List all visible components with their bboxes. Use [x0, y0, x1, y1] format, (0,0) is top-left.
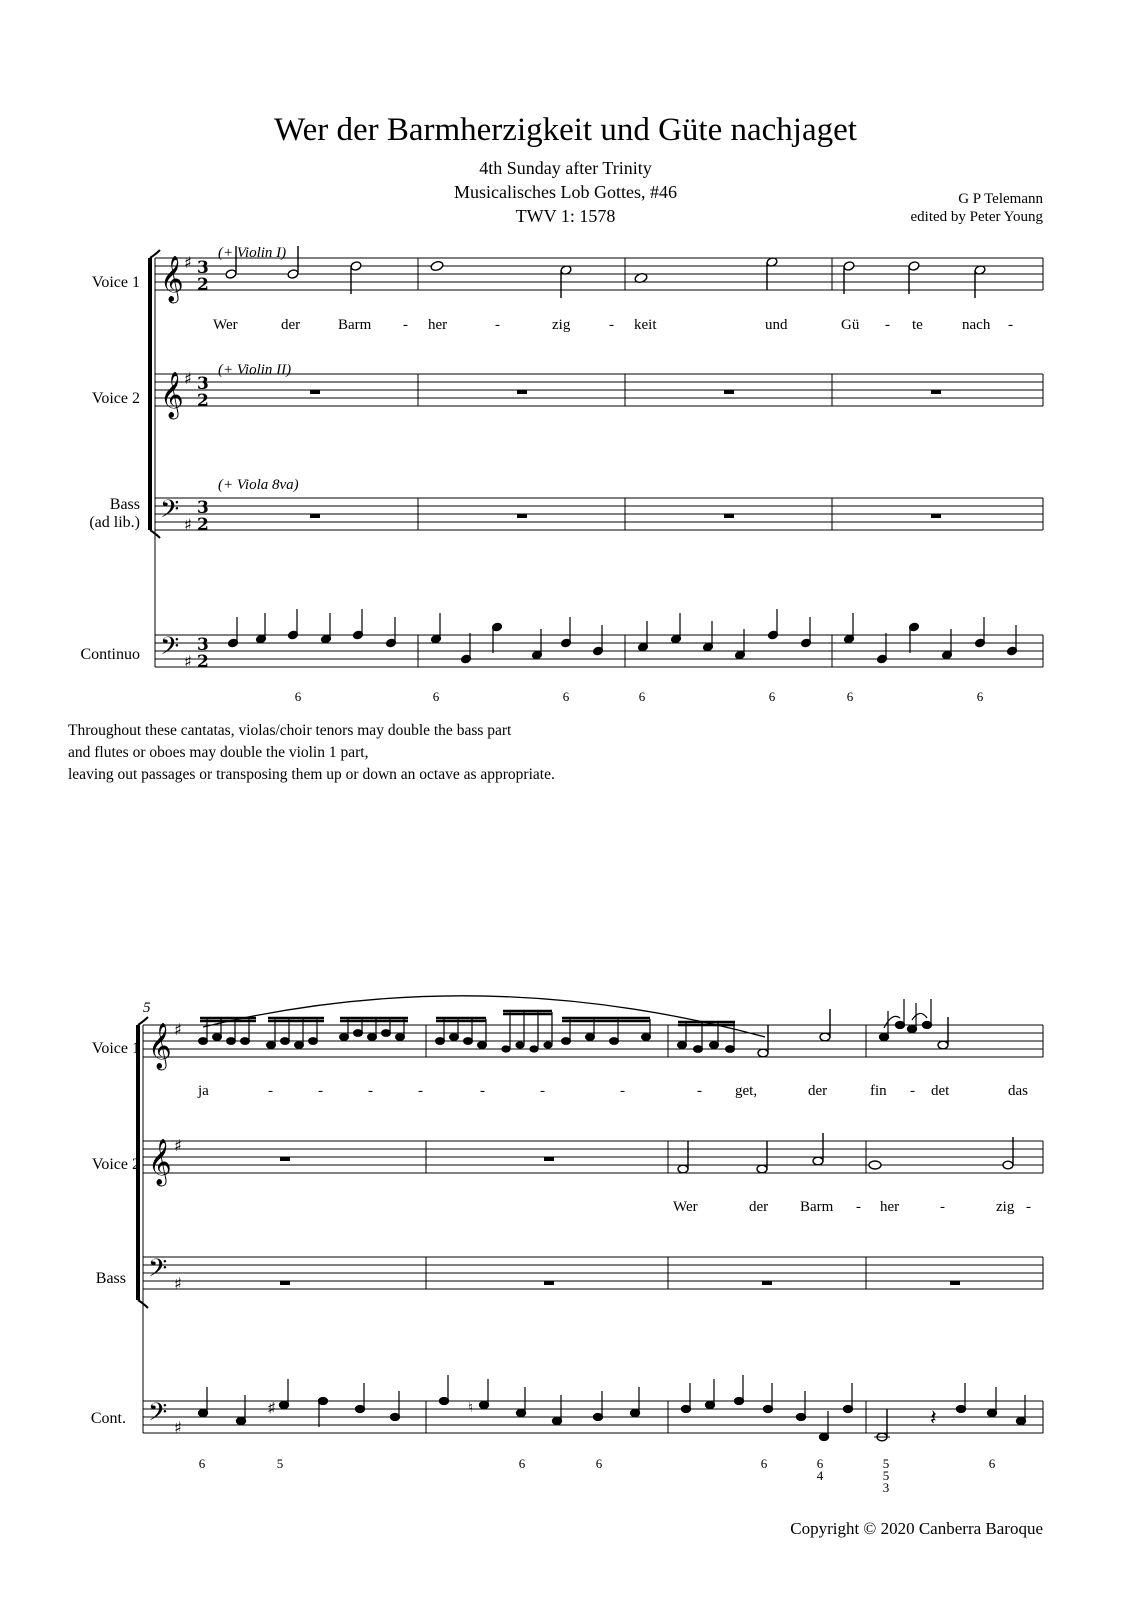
- svg-text:2: 2: [197, 515, 209, 535]
- lyric-s1: der: [281, 317, 301, 333]
- part-name-voice2: Voice 2: [91, 390, 140, 407]
- treble-clef-icon: 𝄞: [160, 372, 184, 418]
- svg-text:2: 2: [197, 275, 209, 295]
- sharp-icon: ♯: [184, 369, 192, 388]
- editor: edited by Peter Young: [910, 209, 1043, 225]
- lyric-s1: zig: [552, 317, 571, 333]
- lyric-s2-v2: -: [940, 1199, 945, 1215]
- quarter-rest-icon: 𝄽: [930, 1405, 937, 1430]
- svg-text:2: 2: [197, 652, 209, 672]
- lyric-s2-v1: -: [318, 1083, 323, 1099]
- instrument-note-viola: (+ Viola 8va): [218, 477, 299, 493]
- lyric-s2-v1: det: [931, 1083, 950, 1099]
- voice2-s2-halves: [678, 1133, 1013, 1173]
- bass-clef-icon: 𝄢: [160, 632, 180, 667]
- lyric-s2-v2: Barm: [800, 1199, 834, 1215]
- lyric-s2-v2: -: [856, 1199, 861, 1215]
- part-name-bass: Bass: [109, 496, 140, 513]
- part-name-bass: Bass: [95, 1270, 126, 1287]
- system2-staff-lines: [143, 1025, 1043, 1433]
- performance-note-line: Throughout these cantatas, violas/choir tenors may double the bass part: [68, 722, 512, 739]
- treble-clef-icon: 𝄞: [160, 256, 184, 302]
- sharp-icon: ♯: [174, 1418, 182, 1437]
- lyric-s2-v2: der: [749, 1199, 769, 1215]
- lyric-s1: keit: [634, 317, 657, 333]
- treble-clef-icon: 𝄞: [148, 1023, 172, 1069]
- system1-staff-lines: [155, 258, 1043, 667]
- voice2-s2-notes: [199, 1011, 735, 1052]
- subtitle-catalogue: TWV 1: 1578: [515, 206, 616, 226]
- lyric-s1: nach: [962, 317, 991, 333]
- bass-clef-icon: 𝄢: [148, 1254, 168, 1289]
- part-name-continuo: Continuo: [80, 646, 140, 663]
- lyric-s1: her: [428, 317, 448, 333]
- figured-bass: 6: [816, 1456, 824, 1471]
- cont-s2-notes: [198, 1375, 1025, 1441]
- rest-icon: [280, 1157, 960, 1285]
- lyric-s1: und: [765, 317, 788, 333]
- bass-clef-icon: 𝄢: [148, 1398, 168, 1433]
- copyright: Copyright © 2020 Canberra Baroque: [790, 1519, 1043, 1538]
- figured-bass: 4: [816, 1468, 824, 1483]
- part-name-continuo: Cont.: [90, 1410, 126, 1427]
- lyric-s1: -: [1008, 317, 1013, 333]
- page-title: Wer der Barmherzigkeit und Güte nachjaget: [274, 112, 857, 148]
- measure-number: 5: [143, 1000, 151, 1016]
- lyric-s2-v2: -: [1026, 1199, 1031, 1215]
- lyric-s1: Gü: [841, 317, 860, 333]
- composer: G P Telemann: [958, 191, 1043, 207]
- figured-bass: 6: [595, 1456, 603, 1471]
- sharp-icon: ♯: [184, 652, 192, 671]
- figured-bass: 6: [846, 689, 854, 704]
- lyric-s2-v1: fin: [870, 1083, 887, 1099]
- lyric-s2-v2: zig: [996, 1199, 1015, 1215]
- part-name-voice2: Voice 2: [91, 1156, 140, 1173]
- figured-bass: 5: [882, 1456, 890, 1471]
- figured-bass: 3: [882, 1480, 890, 1495]
- figured-bass: 6: [976, 689, 984, 704]
- part-name-adlib: (ad lib.): [89, 514, 140, 531]
- lyric-s2-v1: -: [540, 1083, 545, 1099]
- lyric-s2-v2: Wer: [673, 1199, 698, 1215]
- part-name-voice1: Voice 1: [91, 274, 140, 291]
- lyric-s1: Wer: [213, 317, 238, 333]
- lyric-s1: -: [403, 317, 408, 333]
- instrument-note-violin2: (+ Violin II): [218, 362, 292, 378]
- lyric-s1: te: [912, 317, 923, 333]
- slur: [203, 996, 765, 1037]
- figured-bass: 6: [988, 1456, 996, 1471]
- lyric-s2-v1: ja: [198, 1083, 209, 1099]
- lyric-s2-v1: -: [418, 1083, 423, 1099]
- figured-bass: 6: [760, 1456, 768, 1471]
- lyric-s2-v1: der: [808, 1083, 828, 1099]
- sharp-icon: ♯: [184, 253, 192, 272]
- sharp-icon: ♯: [174, 1020, 182, 1039]
- sharp-icon: ♯: [174, 1136, 182, 1155]
- svg-text:3: 3: [197, 498, 209, 518]
- lyric-s2-v1: -: [480, 1083, 485, 1099]
- figured-bass: 6: [768, 689, 776, 704]
- lyric-s1: -: [495, 317, 500, 333]
- figured-bass: 5: [882, 1468, 890, 1483]
- svg-text:3: 3: [197, 635, 209, 655]
- lyric-s2-v1: -: [910, 1083, 915, 1099]
- figured-bass: 6: [562, 689, 570, 704]
- lyric-s2-v1: -: [268, 1083, 273, 1099]
- lyric-s1: -: [609, 317, 614, 333]
- lyric-s2-v1: get,: [735, 1083, 758, 1099]
- instrument-note-violin1: (+ Violin I): [218, 245, 287, 261]
- svg-text:♮: ♮: [468, 1401, 474, 1416]
- sharp-icon: ♯: [184, 515, 192, 534]
- continuo-notes: [227, 609, 1017, 664]
- figured-bass: 6: [518, 1456, 526, 1471]
- lyric-s1: -: [885, 317, 890, 333]
- lyric-s2-v1: -: [620, 1083, 625, 1099]
- svg-text:3: 3: [197, 374, 209, 394]
- figured-bass: 6: [638, 689, 646, 704]
- performance-note-line: leaving out passages or transposing them up or down an octave as appropriate.: [68, 766, 555, 783]
- figured-bass: 6: [432, 689, 440, 704]
- performance-note-line: and flutes or oboes may double the violin 1 part,: [68, 744, 369, 761]
- subtitle-occasion: 4th Sunday after Trinity: [479, 158, 652, 178]
- lyric-s1: Barm: [338, 317, 372, 333]
- part-name-voice1: Voice 1: [91, 1040, 140, 1057]
- bass-clef-icon: 𝄢: [160, 495, 180, 530]
- figured-bass: 6: [198, 1456, 206, 1471]
- figured-bass: 6: [294, 689, 302, 704]
- treble-clef-icon: 𝄞: [148, 1139, 172, 1185]
- lyric-s2-v1: -: [697, 1083, 702, 1099]
- svg-text:♯: ♯: [268, 1401, 275, 1416]
- subtitle-collection: Musicalisches Lob Gottes, #46: [454, 182, 677, 202]
- figured-bass: 5: [276, 1456, 284, 1471]
- svg-text:2: 2: [197, 391, 209, 411]
- svg-text:3: 3: [197, 258, 209, 278]
- sharp-icon: ♯: [174, 1274, 182, 1293]
- lyric-s2-v1: -: [368, 1083, 373, 1099]
- lyric-s2-v2: her: [880, 1199, 900, 1215]
- time-signatures: [197, 258, 209, 672]
- lyric-s2-v1: das: [1008, 1083, 1028, 1099]
